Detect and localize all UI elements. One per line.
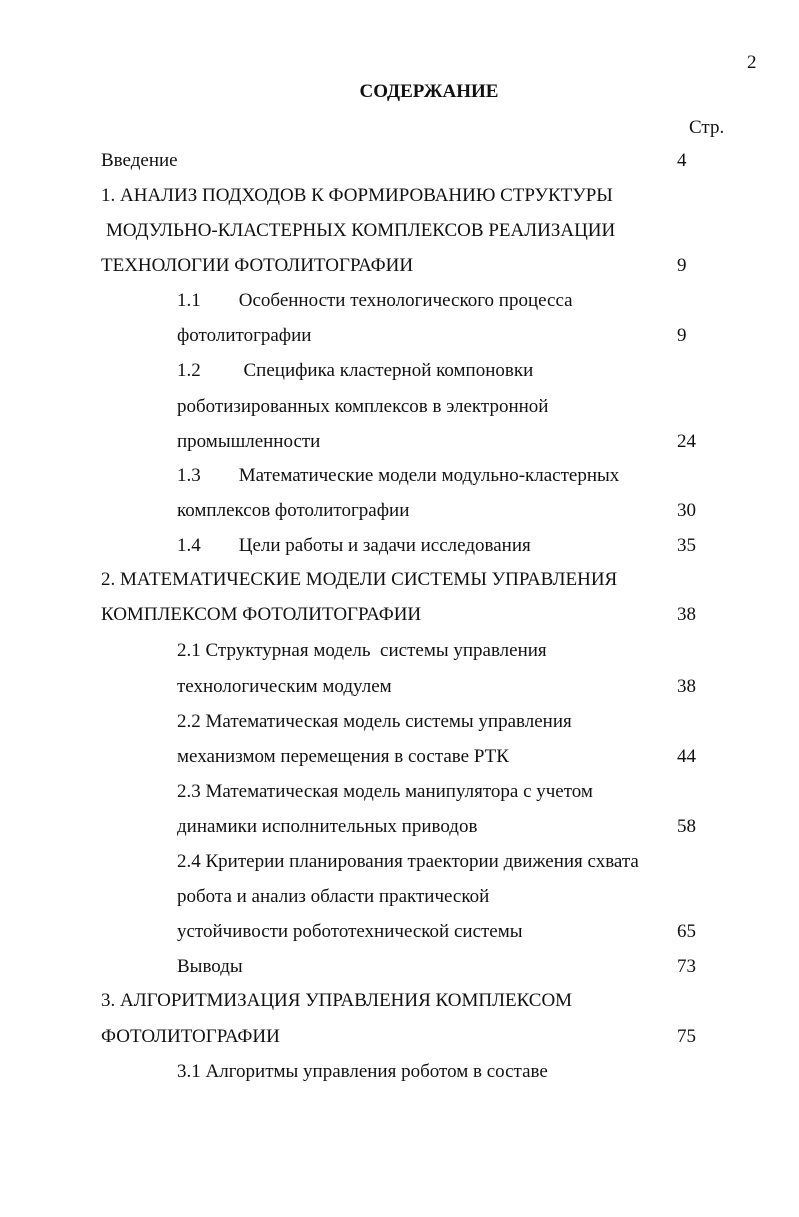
toc-line-page: 58 bbox=[677, 816, 696, 837]
toc-line-page: 24 bbox=[677, 431, 696, 452]
toc-line-text: динамики исполнительных приводов bbox=[177, 816, 478, 837]
toc-line-text: 1.4 Цели работы и задачи исследования bbox=[177, 535, 531, 556]
toc-line-text: робота и анализ области практической bbox=[177, 886, 490, 907]
toc-line-text: ТЕХНОЛОГИИ ФОТОЛИТОГРАФИИ bbox=[101, 255, 414, 276]
page-column-header: Стр. bbox=[689, 117, 725, 138]
toc-line-page: 35 bbox=[677, 535, 696, 556]
toc-line-text: 2.3 Математическая модель манипулятора с учетом bbox=[177, 781, 593, 802]
toc-line-text: Введение bbox=[101, 150, 178, 171]
toc-line-text: МОДУЛЬНО-КЛАСТЕРНЫХ КОМПЛЕКСОВ РЕАЛИЗАЦИИ bbox=[106, 220, 616, 241]
toc-line-text: промышленности bbox=[177, 431, 321, 452]
toc-line-page: 9 bbox=[677, 255, 687, 276]
toc-line-text: 2. МАТЕМАТИЧЕСКИЕ МОДЕЛИ СИСТЕМЫ УПРАВЛЕНИЯ bbox=[101, 569, 618, 590]
toc-line-text: роботизированных комплексов в электронной bbox=[177, 396, 549, 417]
toc-line-text: комплексов фотолитографии bbox=[177, 500, 410, 521]
toc-line-text: 3. АЛГОРИТМИЗАЦИЯ УПРАВЛЕНИЯ КОМПЛЕКСОМ bbox=[101, 990, 573, 1011]
toc-line-page: 75 bbox=[677, 1026, 696, 1047]
toc-line-page: 44 bbox=[677, 746, 696, 767]
toc-line-text: КОМПЛЕКСОМ ФОТОЛИТОГРАФИИ bbox=[101, 604, 422, 625]
toc-line-text: ФОТОЛИТОГРАФИИ bbox=[101, 1026, 280, 1047]
toc-line-page: 4 bbox=[677, 150, 687, 171]
toc-line-text: 1.2 Специфика кластерной компоновки bbox=[177, 360, 534, 381]
page-number: 2 bbox=[747, 52, 757, 73]
toc-line-page: 38 bbox=[677, 676, 696, 697]
toc-line-text: 2.4 Критерии планирования траектории движения схвата bbox=[177, 851, 639, 872]
toc-line-text: 1. АНАЛИЗ ПОДХОДОВ К ФОРМИРОВАНИЮ СТРУКТУРЫ bbox=[101, 185, 613, 206]
toc-line-text: 3.1 Алгоритмы управления роботом в составе bbox=[177, 1061, 548, 1082]
toc-line-text: 1.3 Математические модели модульно-кластерных bbox=[177, 465, 620, 486]
toc-line-text: 1.1 Особенности технологического процесса bbox=[177, 290, 573, 311]
toc-line-page: 30 bbox=[677, 500, 696, 521]
toc-line-text: фотолитографии bbox=[177, 325, 312, 346]
toc-line-text: 2.1 Структурная модель системы управления bbox=[177, 640, 547, 661]
toc-line-page: 73 bbox=[677, 956, 696, 977]
page-title: СОДЕРЖАНИЕ bbox=[359, 81, 499, 102]
toc-line-page: 65 bbox=[677, 921, 696, 942]
toc-line-page: 38 bbox=[677, 604, 696, 625]
toc-line-text: 2.2 Математическая модель системы управления bbox=[177, 711, 572, 732]
toc-line-text: механизмом перемещения в составе РТК bbox=[177, 746, 509, 767]
toc-line-text: устойчивости робототехнической системы bbox=[177, 921, 523, 942]
toc-line-text: Выводы bbox=[177, 956, 243, 977]
toc-line-text: технологическим модулем bbox=[177, 676, 392, 697]
toc-line-page: 9 bbox=[677, 325, 687, 346]
